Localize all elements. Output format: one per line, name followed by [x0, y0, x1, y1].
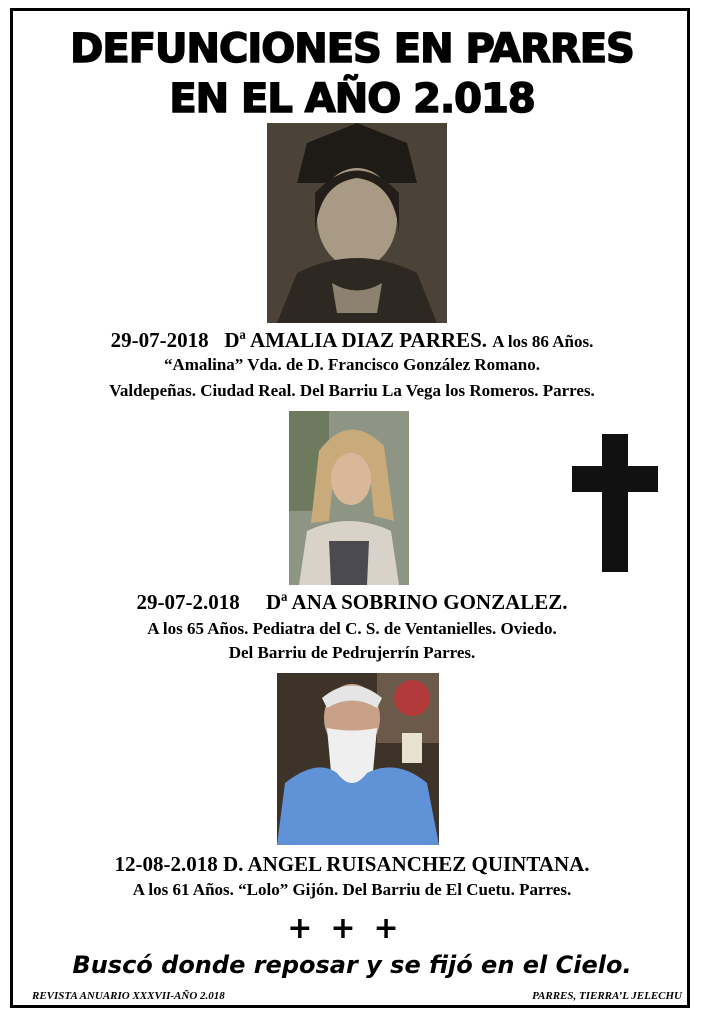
entry-2-name: Dª ANA SOBRINO GONZALEZ. — [265, 590, 568, 614]
entry-2-line2: A los 65 Años. Pediatra del C. S. de Ventanielles. Oviedo. — [147, 619, 557, 638]
page-title-line1: DEFUNCIONES EN PARRES — [70, 26, 634, 72]
entry-1-name: Dª AMALIA DIAZ PARRES. — [224, 328, 487, 352]
page-title-line2: EN EL AÑO 2.018 — [169, 76, 535, 122]
entry-2-line3: Del Barriu de Pedrujerrín Parres. — [228, 643, 476, 662]
footer-right: PARRES, TIERRA’L JELECHU — [532, 990, 682, 1002]
footer-left: REVISTA ANUARIO XXXVII-AÑO 2.018 — [32, 990, 225, 1002]
cross-icon — [570, 432, 660, 574]
photo-angel-ruisanchez-quintana — [277, 673, 439, 845]
entry-1-line2: “Amalina” Vda. de D. Francisco González Romano. — [163, 355, 541, 374]
photo-amalia-diaz-parres — [267, 123, 447, 323]
crosses-ornament: +++ — [287, 911, 417, 946]
entry-3-header — [0, 852, 704, 877]
motto: Buscó donde reposar y se fijó en el Cielo. — [72, 951, 632, 979]
entry-1-age: A los 86 Años. — [492, 332, 594, 351]
entry-1-header — [0, 328, 704, 353]
entry-3-date: 12-08-2.018 — [114, 852, 218, 876]
entry-3-line2: A los 61 Años. “Lolo” Gijón. Del Barriu de El Cuetu. Parres. — [132, 880, 572, 899]
entry-1-line3: Valdepeñas. Ciudad Real. Del Barriu La Vega los Romeros. Parres. — [109, 381, 595, 400]
entry-3-name: D. ANGEL RUISANCHEZ QUINTANA. — [222, 852, 590, 876]
entry-1-date: 29-07-2018 — [110, 328, 209, 352]
photo-ana-sobrino-gonzalez — [289, 411, 409, 585]
entry-2-header — [0, 590, 704, 615]
entry-2-date: 29-07-2.018 — [136, 590, 240, 614]
